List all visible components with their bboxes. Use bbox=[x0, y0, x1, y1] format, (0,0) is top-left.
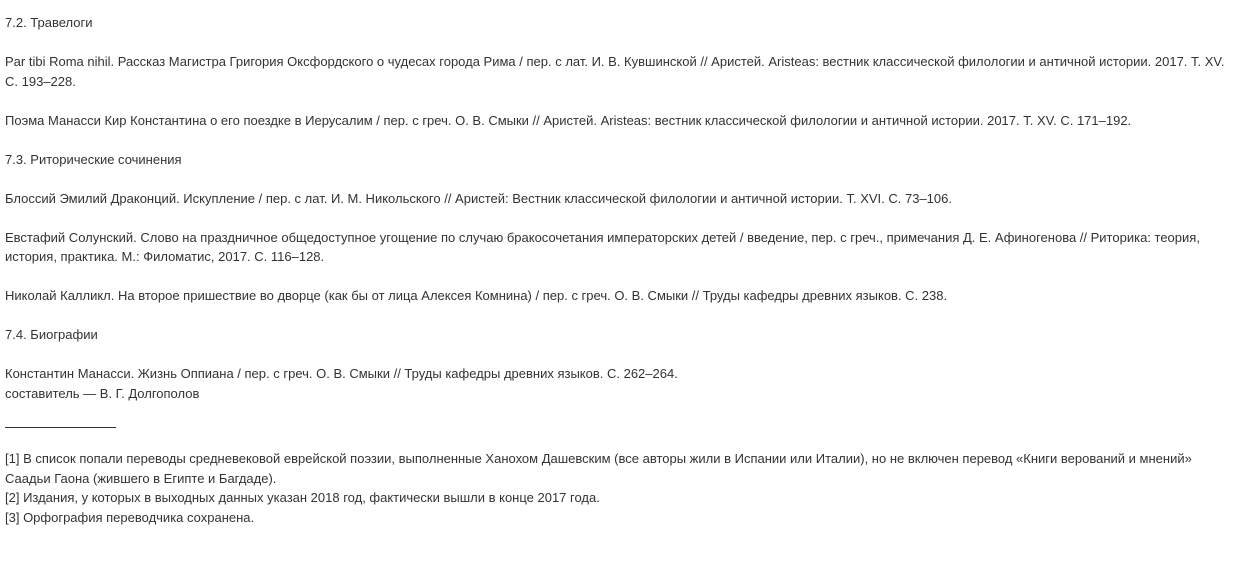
section-heading: 7.4. Биографии bbox=[5, 327, 98, 342]
bibliography-entry: Par tibi Roma nihil. Рассказ Магистра Григория Оксфордского о чудесах города Рима / пер. с лат. И. В. Кувшинской // Аристей. Aristeas: вестник классической филологии и античной истории. 2017. Т. XV. С. 193–228. bbox=[5, 54, 1225, 89]
section-rhetorical-works bbox=[5, 150, 1227, 306]
bibliography-entry: Николай Калликл. На второе пришествие во дворце (как бы от лица Алексея Комнина) / пер. с греч. О. В. Смыки // Труды кафедры древних языков. С. 238. bbox=[5, 288, 948, 303]
bibliography-entry: Блоссий Эмилий Драконций. Искупление / пер. с лат. И. М. Никольского // Аристей: Вестник классической филологии и античной истории. Т. XVI. С. 73–106. bbox=[5, 190, 952, 206]
section-travelogues bbox=[5, 13, 1227, 130]
section-biographies bbox=[5, 325, 1227, 384]
footnote: [1] В список попали переводы средневековой еврейской поэзии, выполненные Ханохом Дашевским (все авторы жили в Испании или Италии), но не включен перевод «Книги верований и мнений» Саадьи Гаона (жившего в Египте и Багдаде). bbox=[5, 451, 1192, 486]
bibliography-entry: Поэма Манасси Кир Константина о его поездке в Иерусалим / пер. с греч. О. В. Смыки // Аристей. Aristeas: вестник классической филологии и античной истории. 2017. Т. XV. С. 171–192. bbox=[5, 112, 1132, 128]
footnotes bbox=[5, 449, 1227, 527]
section-heading: 7.3. Риторические сочинения bbox=[5, 151, 182, 167]
bibliography-entry: Евстафий Солунский. Слово на праздничное общедоступное угощение по случаю бракосочетания императорских детей / введение, пер. с греч., примечания Д. Е. Афиногенова // Риторика: теория, история, практика. М.: Филоматис, 2017. С. 116–128. bbox=[5, 229, 1200, 264]
bibliography-entry: Константин Манасси. Жизнь Оппиана / пер. с греч. О. В. Смыки // Труды кафедры древних языков. С. 262–264. bbox=[5, 366, 678, 381]
compiler-credit: составитель — В. Г. Долгополов bbox=[5, 385, 200, 401]
footnote: [3] Орфография переводчика сохранена. bbox=[5, 509, 255, 525]
section-heading: 7.2. Травелоги bbox=[5, 15, 93, 30]
document-body bbox=[5, 13, 1227, 527]
footnote-divider bbox=[5, 427, 116, 428]
footnote: [2] Издания, у которых в выходных данных указан 2018 год, фактически вышли в конце 2017 года. bbox=[5, 490, 600, 505]
